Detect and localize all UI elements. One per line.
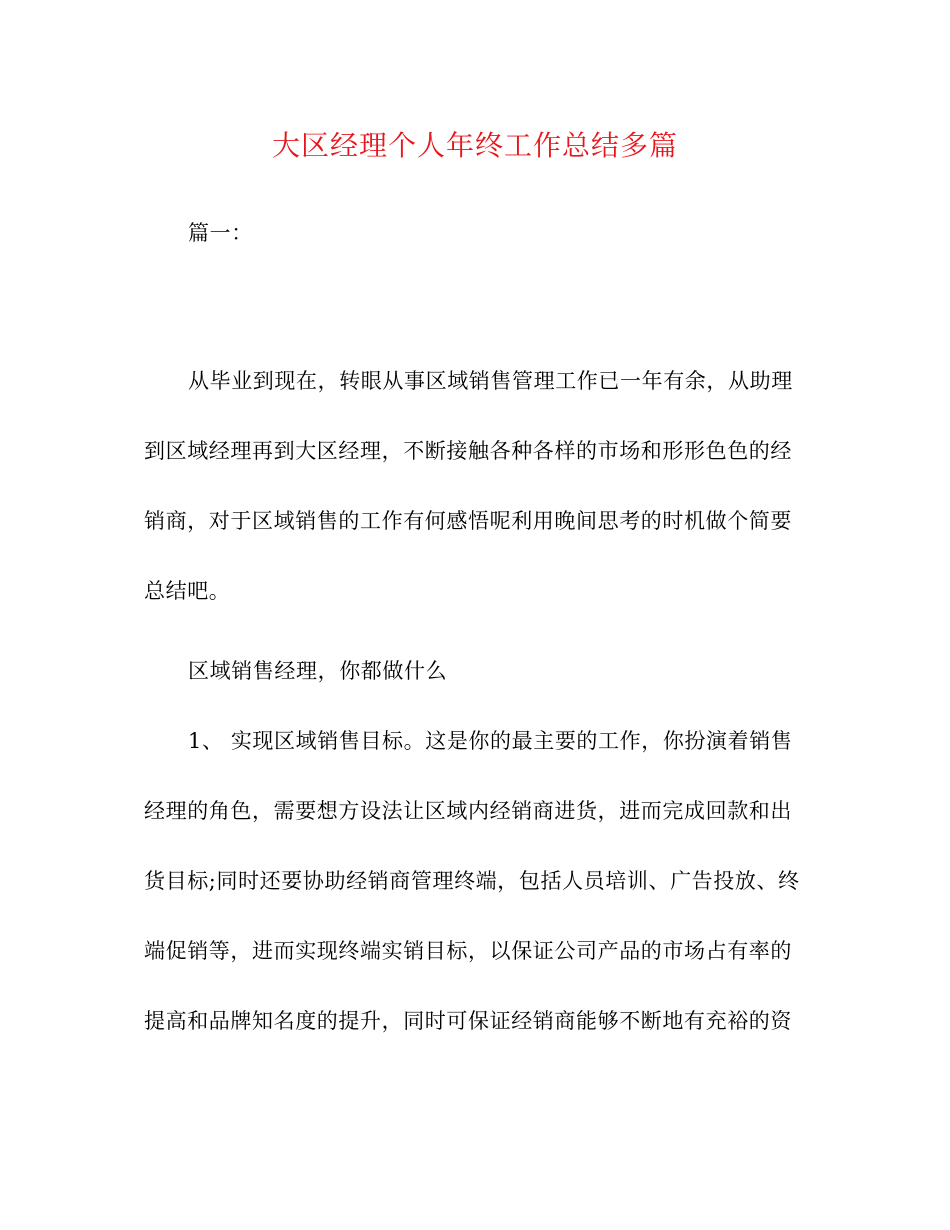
paragraph-line: 货目标;同时还要协助经销商管理终端，包括人员培训、广告投放、终: [144, 869, 800, 893]
paragraph-line: 端促销等，进而实现终端实销目标，以保证公司产品的市场占有率的: [144, 939, 792, 963]
paragraph-line: 经理的角色，需要想方设法让区域内经销商进货，进而完成回款和出: [144, 799, 792, 823]
paragraph-line: 区域销售经理，你都做什么: [188, 659, 448, 683]
paragraph-line: 提高和品牌知名度的提升，同时可保证经销商能够不断地有充裕的资: [144, 1009, 792, 1033]
paragraph-line: 销商，对于区域销售的工作有何感悟呢利用晚间思考的时机做个简要: [144, 509, 792, 533]
section-heading: 篇一：: [188, 221, 253, 245]
paragraph-line: 到区域经理再到大区经理，不断接触各种各样的市场和形形色色的经: [144, 439, 792, 463]
document-title: 大区经理个人年终工作总结多篇: [271, 129, 678, 162]
paragraph-line: 总结吧。: [144, 579, 231, 603]
paragraph-line: 从毕业到现在，转眼从事区域销售管理工作已一年有余，从助理: [188, 369, 793, 393]
paragraph-line: 1、 实现区域销售目标。这是你的最主要的工作，你扮演着销售: [188, 729, 793, 753]
